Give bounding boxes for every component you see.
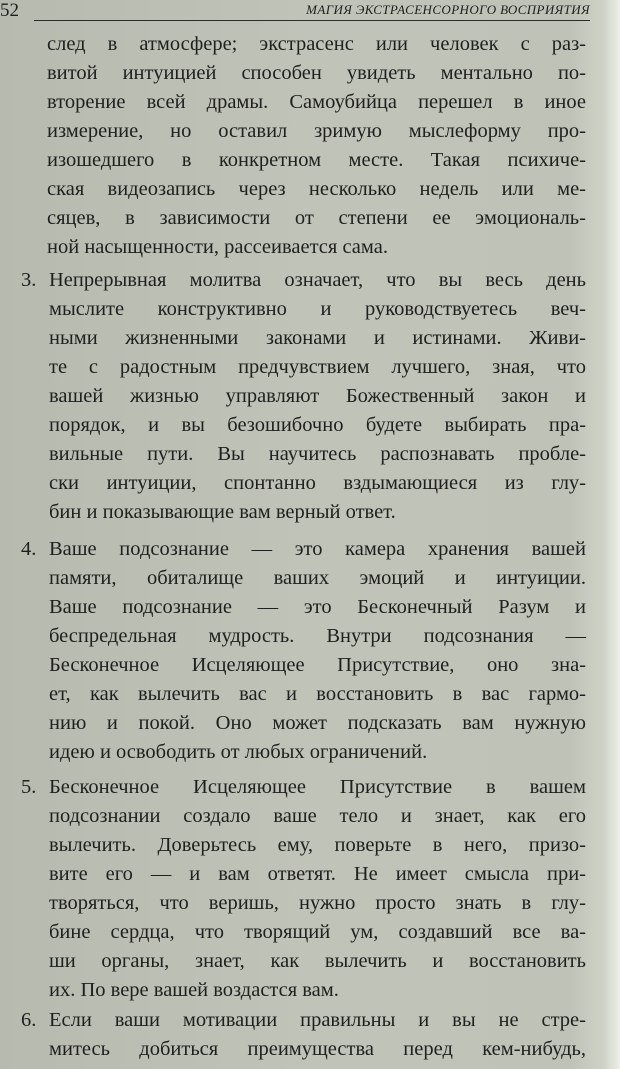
- text-line: нию и покой. Оно может подсказать вам нужную: [49, 712, 586, 734]
- text-line: вите его — и вам ответят. Не имеет смысла при-: [49, 863, 586, 885]
- text-line: мыслите конструктивно и руководствуетесь веч-: [49, 298, 586, 320]
- page-edge: [604, 0, 620, 1069]
- text-line: бине сердца, что творящий ум, создавший все ва-: [49, 921, 586, 943]
- list-item-number: 4.: [21, 538, 37, 560]
- text-line: их. По вере вашей воздастся вам.: [49, 979, 339, 1001]
- list-item-number: 5.: [21, 776, 37, 798]
- text-line: вторение всей драмы. Самоубийца перешел в иное: [47, 91, 586, 113]
- text-line: сяцев, в зависимости от степени ее эмоциональ-: [47, 207, 586, 229]
- text-line: Бесконечное Исцеляющее Присутствие в вашем: [49, 776, 586, 798]
- text-line: памяти, обиталище ваших эмоций и интуиции.: [49, 567, 586, 589]
- text-line: измерение, но оставил зримую мыслеформу про-: [47, 120, 586, 142]
- text-line: вильные пути. Вы научитесь распознавать пробле-: [49, 443, 586, 465]
- text-line: митесь добиться преимущества перед кем-нибудь,: [49, 1038, 586, 1060]
- text-line: вылечить. Доверьтесь ему, поверьте в него, призо-: [49, 834, 586, 856]
- header-rule: [34, 20, 590, 21]
- text-line: ски интуиции, спонтанно вздымающиеся из глу-: [49, 472, 586, 494]
- text-line: творяться, что веришь, нужно просто знать в глу-: [49, 892, 586, 914]
- text-line: вашей жизнью управляют Божественный закон и: [49, 385, 586, 407]
- running-title: МАГИЯ ЭКСТРАСЕНСОРНОГО ВОСПРИЯТИЯ: [306, 2, 590, 17]
- list-item-number: 6.: [21, 1009, 37, 1031]
- text-line: порядок, и вы безошибочно будете выбирать пра-: [49, 414, 586, 436]
- text-line: Непрерывная молитва означает, что вы весь день: [49, 269, 586, 291]
- text-line: след в атмосфере; экстрасенс или человек с раз-: [47, 33, 586, 55]
- text-line: Ваше подсознание — это камера хранения вашей: [49, 538, 586, 560]
- text-line: бин и показывающие вам верный ответ.: [49, 501, 396, 523]
- text-line: ет, как вылечить вас и восстановить в вас гармо-: [49, 683, 586, 705]
- text-line: ши органы, знает, как вылечить и восстановить: [49, 950, 586, 972]
- text-line: Бесконечное Исцеляющее Присутствие, оно зна-: [49, 654, 586, 676]
- text-line: Если ваши мотивации правильны и вы не стре-: [49, 1009, 586, 1031]
- list-item-number: 3.: [21, 269, 37, 291]
- text-line: витой интуицией способен увидеть ментально по-: [47, 62, 586, 84]
- text-line: те с радостным предчувствием лучшего, зная, что: [49, 356, 586, 378]
- text-line: подсознании создало ваше тело и знает, как его: [49, 805, 586, 827]
- text-line: беспредельная мудрость. Внутри подсознания —: [49, 625, 586, 647]
- text-line: идею и освободить от любых ограничений.: [49, 741, 428, 763]
- text-line: Ваше подсознание — это Бесконечный Разум и: [49, 596, 586, 618]
- text-line: изошедшего в конкретном месте. Такая психиче-: [47, 149, 586, 171]
- text-line: ной насыщенности, рассеивается сама.: [47, 236, 388, 258]
- text-line: ская видеозапись через несколько недель или ме-: [47, 178, 586, 200]
- text-line: ными жизненными законами и истинами. Живи-: [49, 327, 586, 349]
- page-number: 52: [0, 0, 19, 21]
